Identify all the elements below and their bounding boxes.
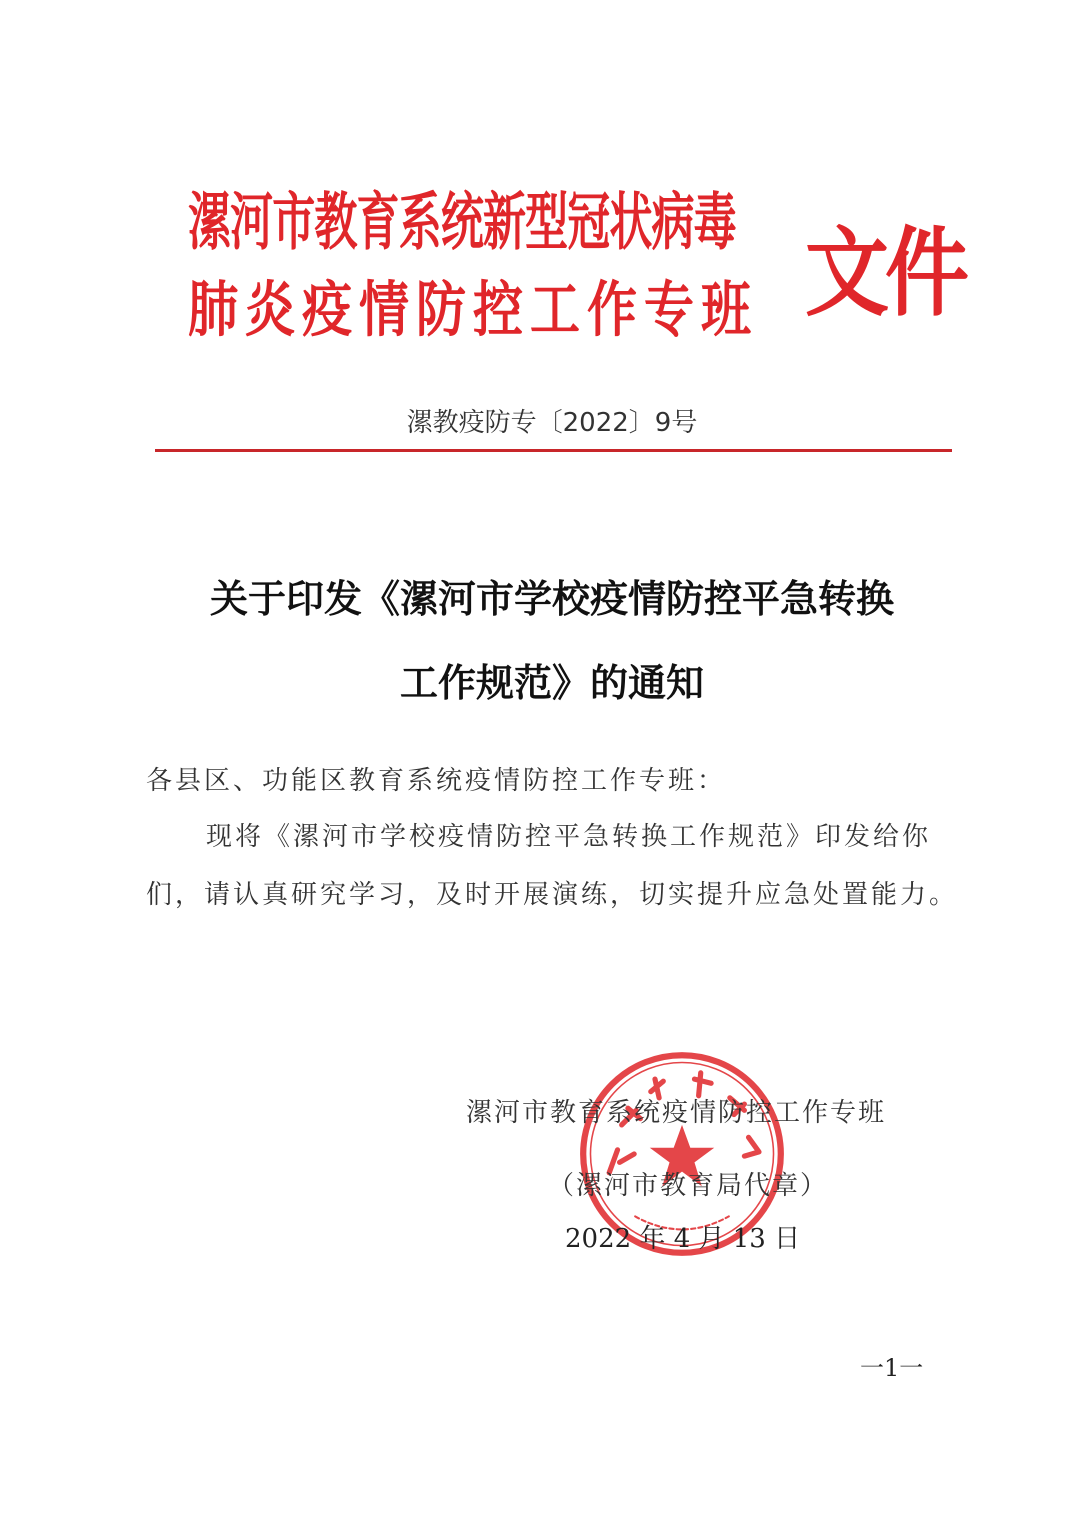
salutation: 各县区、功能区教育系统疫情防控工作专班： [146, 766, 727, 796]
seal-note: （漯河市教育局代章） [548, 1171, 829, 1201]
document-title-line-2: 工作规范》的通知 [399, 660, 704, 705]
doc-type: 文件 [805, 215, 966, 330]
red-divider [155, 449, 952, 452]
document-title-line-1: 关于印发《漯河市学校疫情防控平急转换 [209, 576, 894, 621]
paragraph-line-1: 现将《漯河市学校疫情防控平急转换工作规范》印发给你 [206, 822, 932, 852]
page-number: 一1一 [860, 1354, 924, 1382]
issuer-line-1: 漯河市教育系统新型冠状病毒 [188, 184, 736, 259]
doc-number: 漯教疫防专〔2022〕9号 [406, 408, 698, 438]
issuer-line-2: 肺炎疫情防控工作专班 [188, 274, 758, 345]
paragraph-line-2: 们，请认真研究学习，及时开展演练，切实提升应急处置能力。 [146, 880, 959, 910]
signature-issuer: 漯河市教育系统疫情防控工作专班 [466, 1098, 887, 1128]
issue-date: 2022 年 4 月 13 日 [565, 1224, 801, 1254]
